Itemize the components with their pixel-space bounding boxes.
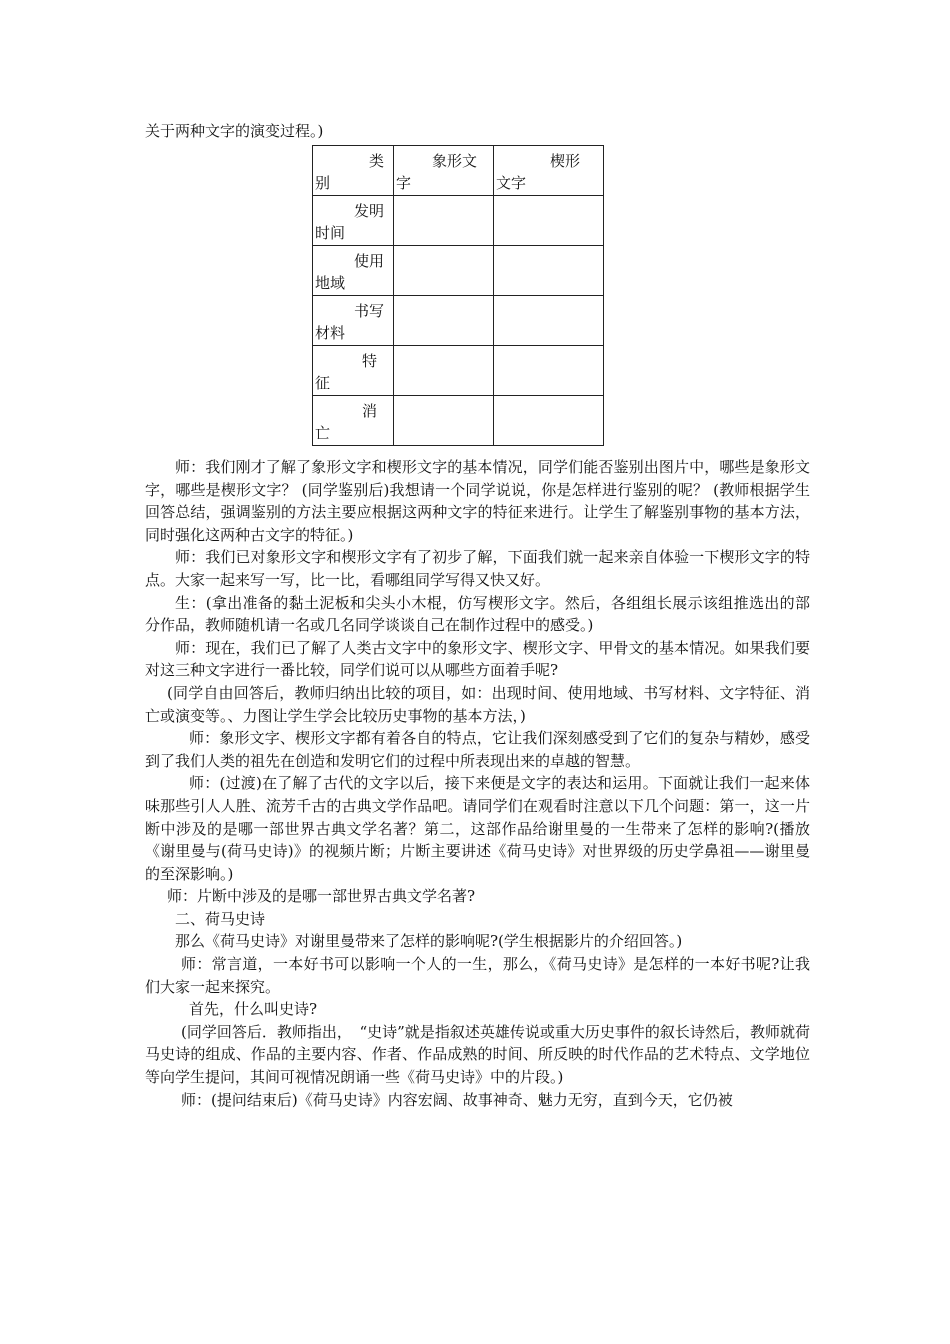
paragraph: 师：我们已对象形文字和楔形文字有了初步了解，下面我们就一起来亲自体验一下楔形文字的特点。大家一起来写一写，比一比，看哪组同学写得又快又好。 (145, 548, 810, 589)
row-label-cell (313, 246, 394, 296)
empty-cell (394, 246, 494, 296)
row-label-line1: 消 (361, 402, 377, 420)
paragraph: 那么《荷马史诗》对谢里曼带来了怎样的影响呢?(学生根据影片的介绍回答。) (175, 932, 683, 951)
header-label-cell (313, 146, 394, 196)
header-pictograph-cell (394, 146, 494, 196)
row-label-line1: 特 (361, 352, 377, 370)
table-row (313, 296, 604, 346)
table-row (313, 396, 604, 446)
row-label-line2: 亡 (315, 424, 331, 442)
empty-cell (494, 196, 604, 246)
paragraph: 师：片断中涉及的是哪一部世界古典文学名著? (167, 887, 476, 906)
paragraph: (同学自由回答后，教师归纳出比较的项目，如：出现时间、使用地域、书写材料、文字特征、消亡或演变等。、力图让学生学会比较历史事物的基本方法，) (145, 683, 810, 725)
header-cuneiform-line2: 文字 (496, 174, 527, 192)
table-row (313, 196, 604, 246)
body-text (145, 456, 810, 1111)
table-row (313, 346, 604, 396)
empty-cell (394, 296, 494, 346)
paragraph: 师：(提问结束后)《荷马史诗》内容宏阔、故事神奇、魅力无穷，直到今天，它仍被 (181, 1090, 733, 1109)
row-label-cell (313, 396, 394, 446)
empty-cell (494, 346, 604, 396)
paragraph: 师：现在，我们已了解了人类古文字中的象形文字、楔形文字、甲骨文的基本情况。如果我们要对这三种文字进行一番比较，同学们说可以从哪些方面着手呢? (145, 638, 810, 680)
row-label-line2: 材料 (315, 324, 346, 342)
empty-cell (494, 246, 604, 296)
section-heading: 二、荷马史诗 (175, 909, 266, 928)
row-label-line1: 发明 (353, 202, 384, 220)
intro-line: 关于两种文字的演变过程。) (145, 122, 324, 140)
row-label-cell (313, 296, 394, 346)
empty-cell (394, 396, 494, 446)
header-pictograph-line2: 字 (396, 174, 412, 192)
paragraph: 师：象形文字、楔形文字都有着各自的特点，它让我们深刻感受到了它们的复杂与精妙，感受到了我们人类的祖先在创造和发明它们的过程中所表现出来的卓越的智慧。 (145, 729, 810, 770)
empty-cell (494, 396, 604, 446)
paragraph: 师：我们刚才了解了象形文字和楔形文字的基本情况，同学们能否鉴别出图片中，哪些是象形文字，哪些是楔形文字？ (同学鉴别后)我想请一个同学说说，你是怎样进行鉴别的呢？ (教师根据学生回答总结，强调鉴别的方法主要应根据这两种文字的特征来进行。让学生了解鉴别事物的基本方法，同时强化这两种古文字的特征。) (145, 458, 810, 544)
paragraph: 师：常言道，一本好书可以影响一个人的一生，那么，《荷马史诗》是怎样的一本好书呢?让我们大家一起来探究。 (145, 955, 810, 996)
row-label-line1: 书写 (353, 302, 384, 320)
header-label-line1: 类 (368, 152, 384, 170)
header-label-line2: 别 (315, 174, 331, 192)
row-label-line2: 时间 (315, 224, 346, 242)
paragraph: 生：(拿出准备的黏土泥板和尖头小木棍，仿写楔形文字。然后，各组组长展示该组推选出的部分作品，教师随机请一名或几名同学谈谈自己在制作过程中的感受。) (145, 593, 810, 635)
empty-cell (494, 296, 604, 346)
table-row (313, 246, 604, 296)
row-label-line2: 征 (315, 374, 331, 392)
row-label-cell (313, 196, 394, 246)
header-cuneiform-line1: 楔形 (550, 152, 581, 170)
row-label-line2: 地域 (315, 274, 346, 292)
empty-cell (394, 196, 494, 246)
row-label-line1: 使用 (353, 252, 384, 270)
table-header-row (313, 146, 604, 196)
paragraph: (同学回答后．教师指出， “史诗”就是指叙述英雄传说或重大历史事件的叙长诗然后，教师就荷马史诗的组成、作品的主要内容、作者、作品成熟的时间、所反映的时代作品的艺术特点、文学地位等向学生提问，其间可视情况朗诵一些《荷马史诗》中的片段。) (145, 1022, 810, 1087)
header-pictograph-line1: 象形文 (432, 152, 478, 170)
paragraph: 师：(过渡)在了解了古代的文字以后，接下来便是文字的表达和运用。下面就让我们一起来体味那些引人人胜、流芳千古的古典文学作品吧。请同学们在观看时注意以下几个问题：第一，这一片断中涉及的是哪一部世界古典文学名著？第二，这部作品给谢里曼的一生带来了怎样的影响?(播放《谢里曼与(荷马史诗)》的视频片断；片断主要讲述《荷马史诗》对世界级的历史学鼻祖——谢里曼的至深影响。) (145, 774, 810, 883)
header-cuneiform-cell (494, 146, 604, 196)
row-label-cell (313, 346, 394, 396)
paragraph: 首先，什么叫史诗? (189, 1000, 318, 1019)
empty-cell (394, 346, 494, 396)
comparison-table (312, 145, 604, 446)
